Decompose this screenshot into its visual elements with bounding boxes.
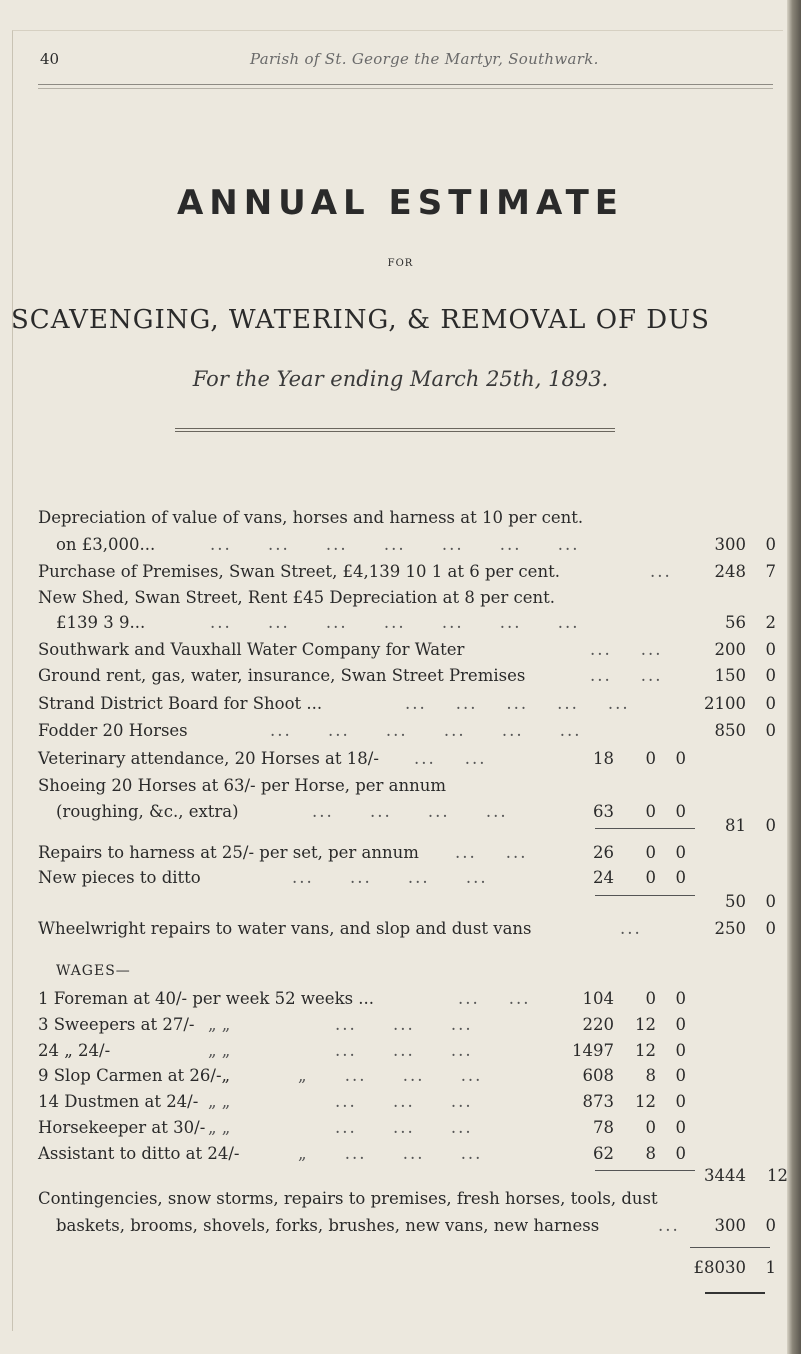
grand-total-pounds: £8030 <box>693 1258 746 1277</box>
subamount-shillings: 12 <box>635 1092 656 1111</box>
wage-line <box>0 1066 801 1088</box>
subamount-pence: 0 <box>675 843 686 862</box>
subamount-pence: 0 <box>675 749 686 768</box>
leader-dots: ... ... ... <box>335 1041 473 1060</box>
ditto-marks: „ „ <box>208 1041 231 1060</box>
item-text: Repairs to harness at 25/- per set, per annum <box>38 843 419 862</box>
document-title: ANNUAL ESTIMATE <box>176 183 625 223</box>
item-text: Fodder 20 Horses <box>38 721 188 740</box>
amount-shillings: 0 <box>765 666 776 685</box>
total-shillings: 12 <box>767 1166 788 1185</box>
subamount-pounds: 26 <box>593 843 614 862</box>
item-text: Purchase of Premises, Swan Street, £4,139 10 1 at 6 per cent. <box>38 562 560 581</box>
item-text: Wheelwright repairs to water vans, and slop and dust vans <box>38 919 532 938</box>
wage-text: 1 Foreman at 40/- per week 52 weeks ... <box>38 989 375 1008</box>
total-pounds: 50 <box>725 892 746 911</box>
wage-line <box>0 1118 801 1140</box>
subtotal-line <box>0 892 801 914</box>
wage-text: 14 Dustmen at 24/- <box>38 1092 199 1111</box>
subtotal-line <box>0 816 801 838</box>
subamount-shillings: 12 <box>635 1015 656 1034</box>
subamount-pence: 0 <box>675 1118 686 1137</box>
wage-line <box>0 989 801 1011</box>
estimate-line <box>0 640 801 662</box>
ditto-marks: „ „ <box>208 1092 231 1111</box>
wage-line <box>0 1144 801 1166</box>
subamount-pence: 0 <box>675 989 686 1008</box>
header-rule <box>38 84 773 85</box>
subamount-pounds: 873 <box>582 1092 614 1111</box>
item-text: £139 3 9... <box>56 613 146 632</box>
wage-line <box>0 1092 801 1114</box>
amount-shillings: 0 <box>765 694 776 713</box>
page-number: 40 <box>40 50 60 68</box>
amount-pounds: 300 <box>714 1216 746 1235</box>
subamount-pounds: 104 <box>582 989 614 1008</box>
leader-dots: ... ... ... ... <box>312 802 508 821</box>
leader-dots: „ ... ... ... <box>298 1066 483 1085</box>
estimate-line <box>0 749 801 771</box>
leader-dots: ... ... ... ... ... <box>405 694 630 713</box>
estimate-line <box>0 868 801 890</box>
amount-pounds: 850 <box>714 721 746 740</box>
amount-shillings: 7 <box>765 562 776 581</box>
estimate-line <box>0 843 801 865</box>
amount-pounds: 200 <box>714 640 746 659</box>
subamount-pence: 0 <box>675 1041 686 1060</box>
estimate-line <box>0 535 801 557</box>
estimate-line <box>0 588 801 610</box>
amount-pounds: 150 <box>714 666 746 685</box>
leader-dots: ... ... <box>590 640 663 659</box>
amount-shillings: 0 <box>765 919 776 938</box>
subamount-pounds: 608 <box>582 1066 614 1085</box>
leader-dots: ... ... <box>414 749 487 768</box>
subamount-shillings: 8 <box>645 1066 656 1085</box>
subamount-shillings: 0 <box>645 749 656 768</box>
amount-pounds: 56 <box>725 613 746 632</box>
leader-dots: ... ... ... ... ... ... ... <box>210 613 580 632</box>
title-subject: SCAVENGING, WATERING, & REMOVAL OF DUS <box>11 305 710 335</box>
leader-dots: ... ... <box>458 989 531 1008</box>
subamount-pounds: 24 <box>593 868 614 887</box>
leader-dots: ... <box>658 1216 680 1235</box>
subamount-pounds: 63 <box>593 802 614 821</box>
leader-dots: ... <box>620 919 642 938</box>
total-shillings: 0 <box>765 816 776 835</box>
wage-text: 24 „ 24/- <box>38 1041 111 1060</box>
estimate-line <box>0 562 801 584</box>
subamount-pounds: 78 <box>593 1118 614 1137</box>
amount-pounds: 300 <box>714 535 746 554</box>
wages-heading-line <box>0 963 801 985</box>
subamount-shillings: 8 <box>645 1144 656 1163</box>
leader-dots: ... ... ... ... <box>292 868 488 887</box>
item-text: (roughing, &c., extra) <box>56 802 239 821</box>
subamount-shillings: 0 <box>645 802 656 821</box>
amount-shillings: 0 <box>765 535 776 554</box>
wage-text: Horsekeeper at 30/- <box>38 1118 206 1137</box>
estimate-line <box>0 694 801 716</box>
estimate-line <box>0 1189 801 1211</box>
amount-shillings: 2 <box>765 613 776 632</box>
amount-pounds: 250 <box>714 919 746 938</box>
item-text: baskets, brooms, shovels, forks, brushes, new vans, new harness <box>56 1216 600 1235</box>
item-text: New pieces to ditto <box>38 868 201 887</box>
leader-dots: ... ... ... ... ... ... ... <box>210 535 580 554</box>
leader-dots: ... ... <box>590 666 663 685</box>
subamount-shillings: 0 <box>645 868 656 887</box>
total-pounds: 3444 <box>704 1166 746 1185</box>
running-header <box>40 50 760 74</box>
subtotal-line <box>0 1166 801 1188</box>
grand-total-line <box>0 1258 801 1280</box>
subamount-pounds: 1497 <box>572 1041 614 1060</box>
amount-shillings: 0 <box>765 640 776 659</box>
amount-shillings: 0 <box>765 721 776 740</box>
estimate-line <box>0 919 801 941</box>
subamount-pence: 0 <box>675 1015 686 1034</box>
subamount-pounds: 18 <box>593 749 614 768</box>
wages-heading: WAGES— <box>56 963 131 979</box>
estimate-line <box>0 721 801 743</box>
amount-pounds: 248 <box>714 562 746 581</box>
title-for: FOR <box>387 258 414 269</box>
item-text: New Shed, Swan Street, Rent £45 Depreciation at 8 per cent. <box>38 588 556 607</box>
leader-dots: ... ... ... <box>335 1118 473 1137</box>
item-text: on £3,000... <box>56 535 156 554</box>
subamount-pence: 0 <box>675 1066 686 1085</box>
subamount-shillings: 0 <box>645 1118 656 1137</box>
leader-dots: ... ... <box>455 843 528 862</box>
ditto-marks: „ „ <box>208 1015 231 1034</box>
title-period: For the Year ending March 25th, 1893. <box>192 367 609 391</box>
leader-dots: ... ... ... ... ... ... <box>270 721 582 740</box>
item-text: Shoeing 20 Horses at 63/- per Horse, per annum <box>38 776 447 795</box>
amount-shillings: 0 <box>765 1216 776 1235</box>
subamount-shillings: 12 <box>635 1041 656 1060</box>
item-text: Depreciation of value of vans, horses and harness at 10 per cent. <box>38 508 584 527</box>
total-shillings: 0 <box>765 892 776 911</box>
estimate-line <box>0 613 801 635</box>
subamount-shillings: 0 <box>645 843 656 862</box>
item-text: Southwark and Vauxhall Water Company for Water <box>38 640 465 659</box>
grand-total-underline <box>705 1292 765 1294</box>
wage-line <box>0 1041 801 1063</box>
subamount-shillings: 0 <box>645 989 656 1008</box>
total-pounds: 81 <box>725 816 746 835</box>
wage-line <box>0 1015 801 1037</box>
subamount-pounds: 220 <box>582 1015 614 1034</box>
amount-pounds: 2100 <box>704 694 746 713</box>
item-text: Contingencies, snow storms, repairs to premises, fresh horses, tools, dust <box>38 1189 658 1208</box>
item-text: Veterinary attendance, 20 Horses at 18/- <box>38 749 379 768</box>
grand-total-shillings: 1 <box>765 1258 776 1277</box>
estimate-line <box>0 666 801 688</box>
subamount-pence: 0 <box>675 802 686 821</box>
item-text: Strand District Board for Shoot ... <box>38 694 323 713</box>
leader-dots: ... <box>650 562 672 581</box>
leader-dots: ... ... ... <box>335 1015 473 1034</box>
grand-total-rule <box>690 1247 770 1248</box>
item-text: Ground rent, gas, water, insurance, Swan Street Premises <box>38 666 526 685</box>
subamount-pence: 0 <box>675 868 686 887</box>
wage-text: 9 Slop Carmen at 26/-„ <box>38 1066 231 1085</box>
estimate-line <box>0 508 801 530</box>
estimate-line <box>0 776 801 798</box>
header-rule-2 <box>38 88 773 89</box>
estimate-line <box>0 1216 801 1238</box>
title-double-rule <box>175 428 615 432</box>
subamount-pence: 0 <box>675 1092 686 1111</box>
leader-dots: ... ... ... <box>335 1092 473 1111</box>
leader-dots: „ ... ... ... <box>298 1144 483 1163</box>
wage-text: 3 Sweepers at 27/- <box>38 1015 195 1034</box>
wage-text: Assistant to ditto at 24/- <box>38 1144 240 1163</box>
subamount-pence: 0 <box>675 1144 686 1163</box>
parish-title: Parish of St. George the Martyr, Southwark. <box>250 50 599 68</box>
subamount-pounds: 62 <box>593 1144 614 1163</box>
ditto-marks: „ „ <box>208 1118 231 1137</box>
